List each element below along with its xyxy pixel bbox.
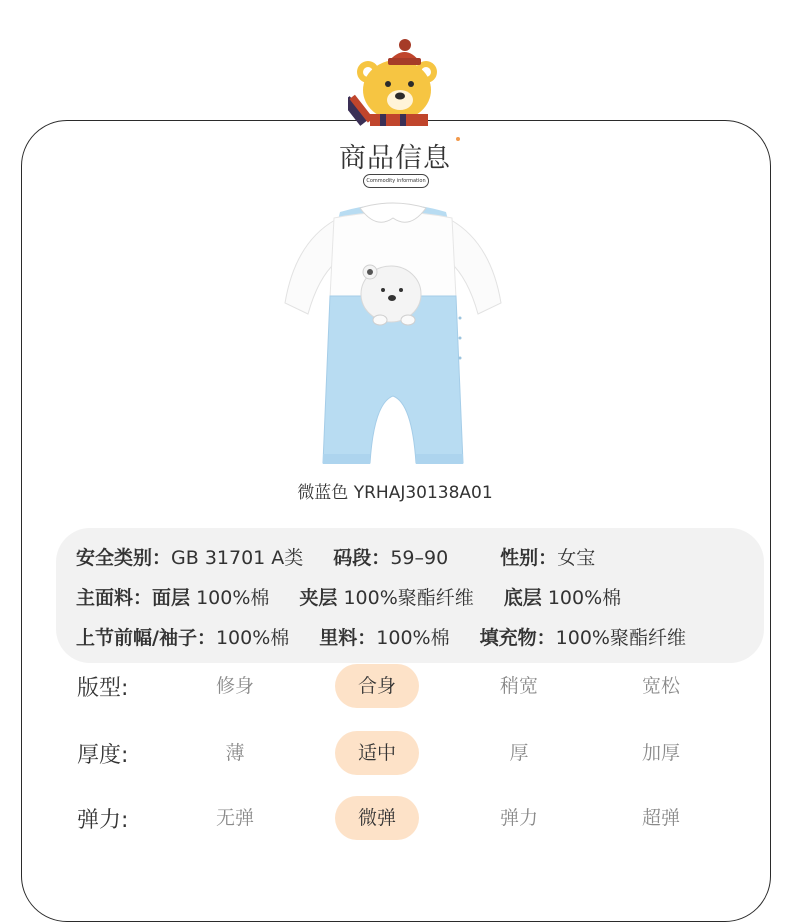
thickness-option: 加厚 [641,742,680,764]
title-dot [456,137,460,141]
face-value: 100%棉 [190,587,270,609]
fit-option: 稍宽 [499,675,538,697]
fabric-label: 主面料： [76,587,153,609]
thickness-option-selected: 适中 [335,731,419,775]
elasticity-label: 弹力: [77,808,129,833]
gender-label: 性别： [500,547,558,569]
elasticity-option: 弹力 [499,807,538,829]
size-label: 码段： [333,547,391,569]
section-subtitle: Commodity information [363,174,429,188]
fit-option: 宽松 [641,675,680,697]
spec-line-3 [76,623,686,650]
filling-label: 填充物： [479,627,556,649]
middle-label: 夹层 [299,587,338,609]
elasticity-option: 超弹 [641,807,680,829]
upper-label: 上节前幅/袖子： [76,627,216,649]
section-title: 商品信息 [339,143,451,174]
fit-label: 版型: [77,676,129,701]
elasticity-option-selected: 微弹 [335,796,419,840]
middle-value: 100%聚酯纤维 [337,587,474,609]
filling-value: 100%聚酯纤维 [555,627,686,649]
spec-line-2 [76,583,621,610]
lining-label: 里料： [319,627,377,649]
bottom-value: 100%棉 [541,587,622,609]
bottom-label: 底层 [503,587,542,609]
bear-mascot-icon [348,34,443,126]
thickness-option: 薄 [225,742,245,764]
elasticity-option: 无弹 [215,807,254,829]
safety-label: 安全类别： [76,547,172,569]
upper-value: 100%棉 [215,627,290,649]
thickness-label: 厚度: [77,743,129,768]
product-caption: 微蓝色 YRHAJ30138A01 [297,483,493,503]
thickness-option: 厚 [509,742,529,764]
size-value: 59–90 [390,547,449,569]
fit-option: 修身 [215,675,254,697]
safety-value: GB 31701 A类 [171,547,304,569]
face-label: 面层 [152,587,191,609]
product-image [280,198,506,468]
lining-value: 100%棉 [376,627,450,649]
fit-option-selected: 合身 [335,664,419,708]
spec-line-1 [76,543,595,570]
gender-value: 女宝 [557,547,596,569]
